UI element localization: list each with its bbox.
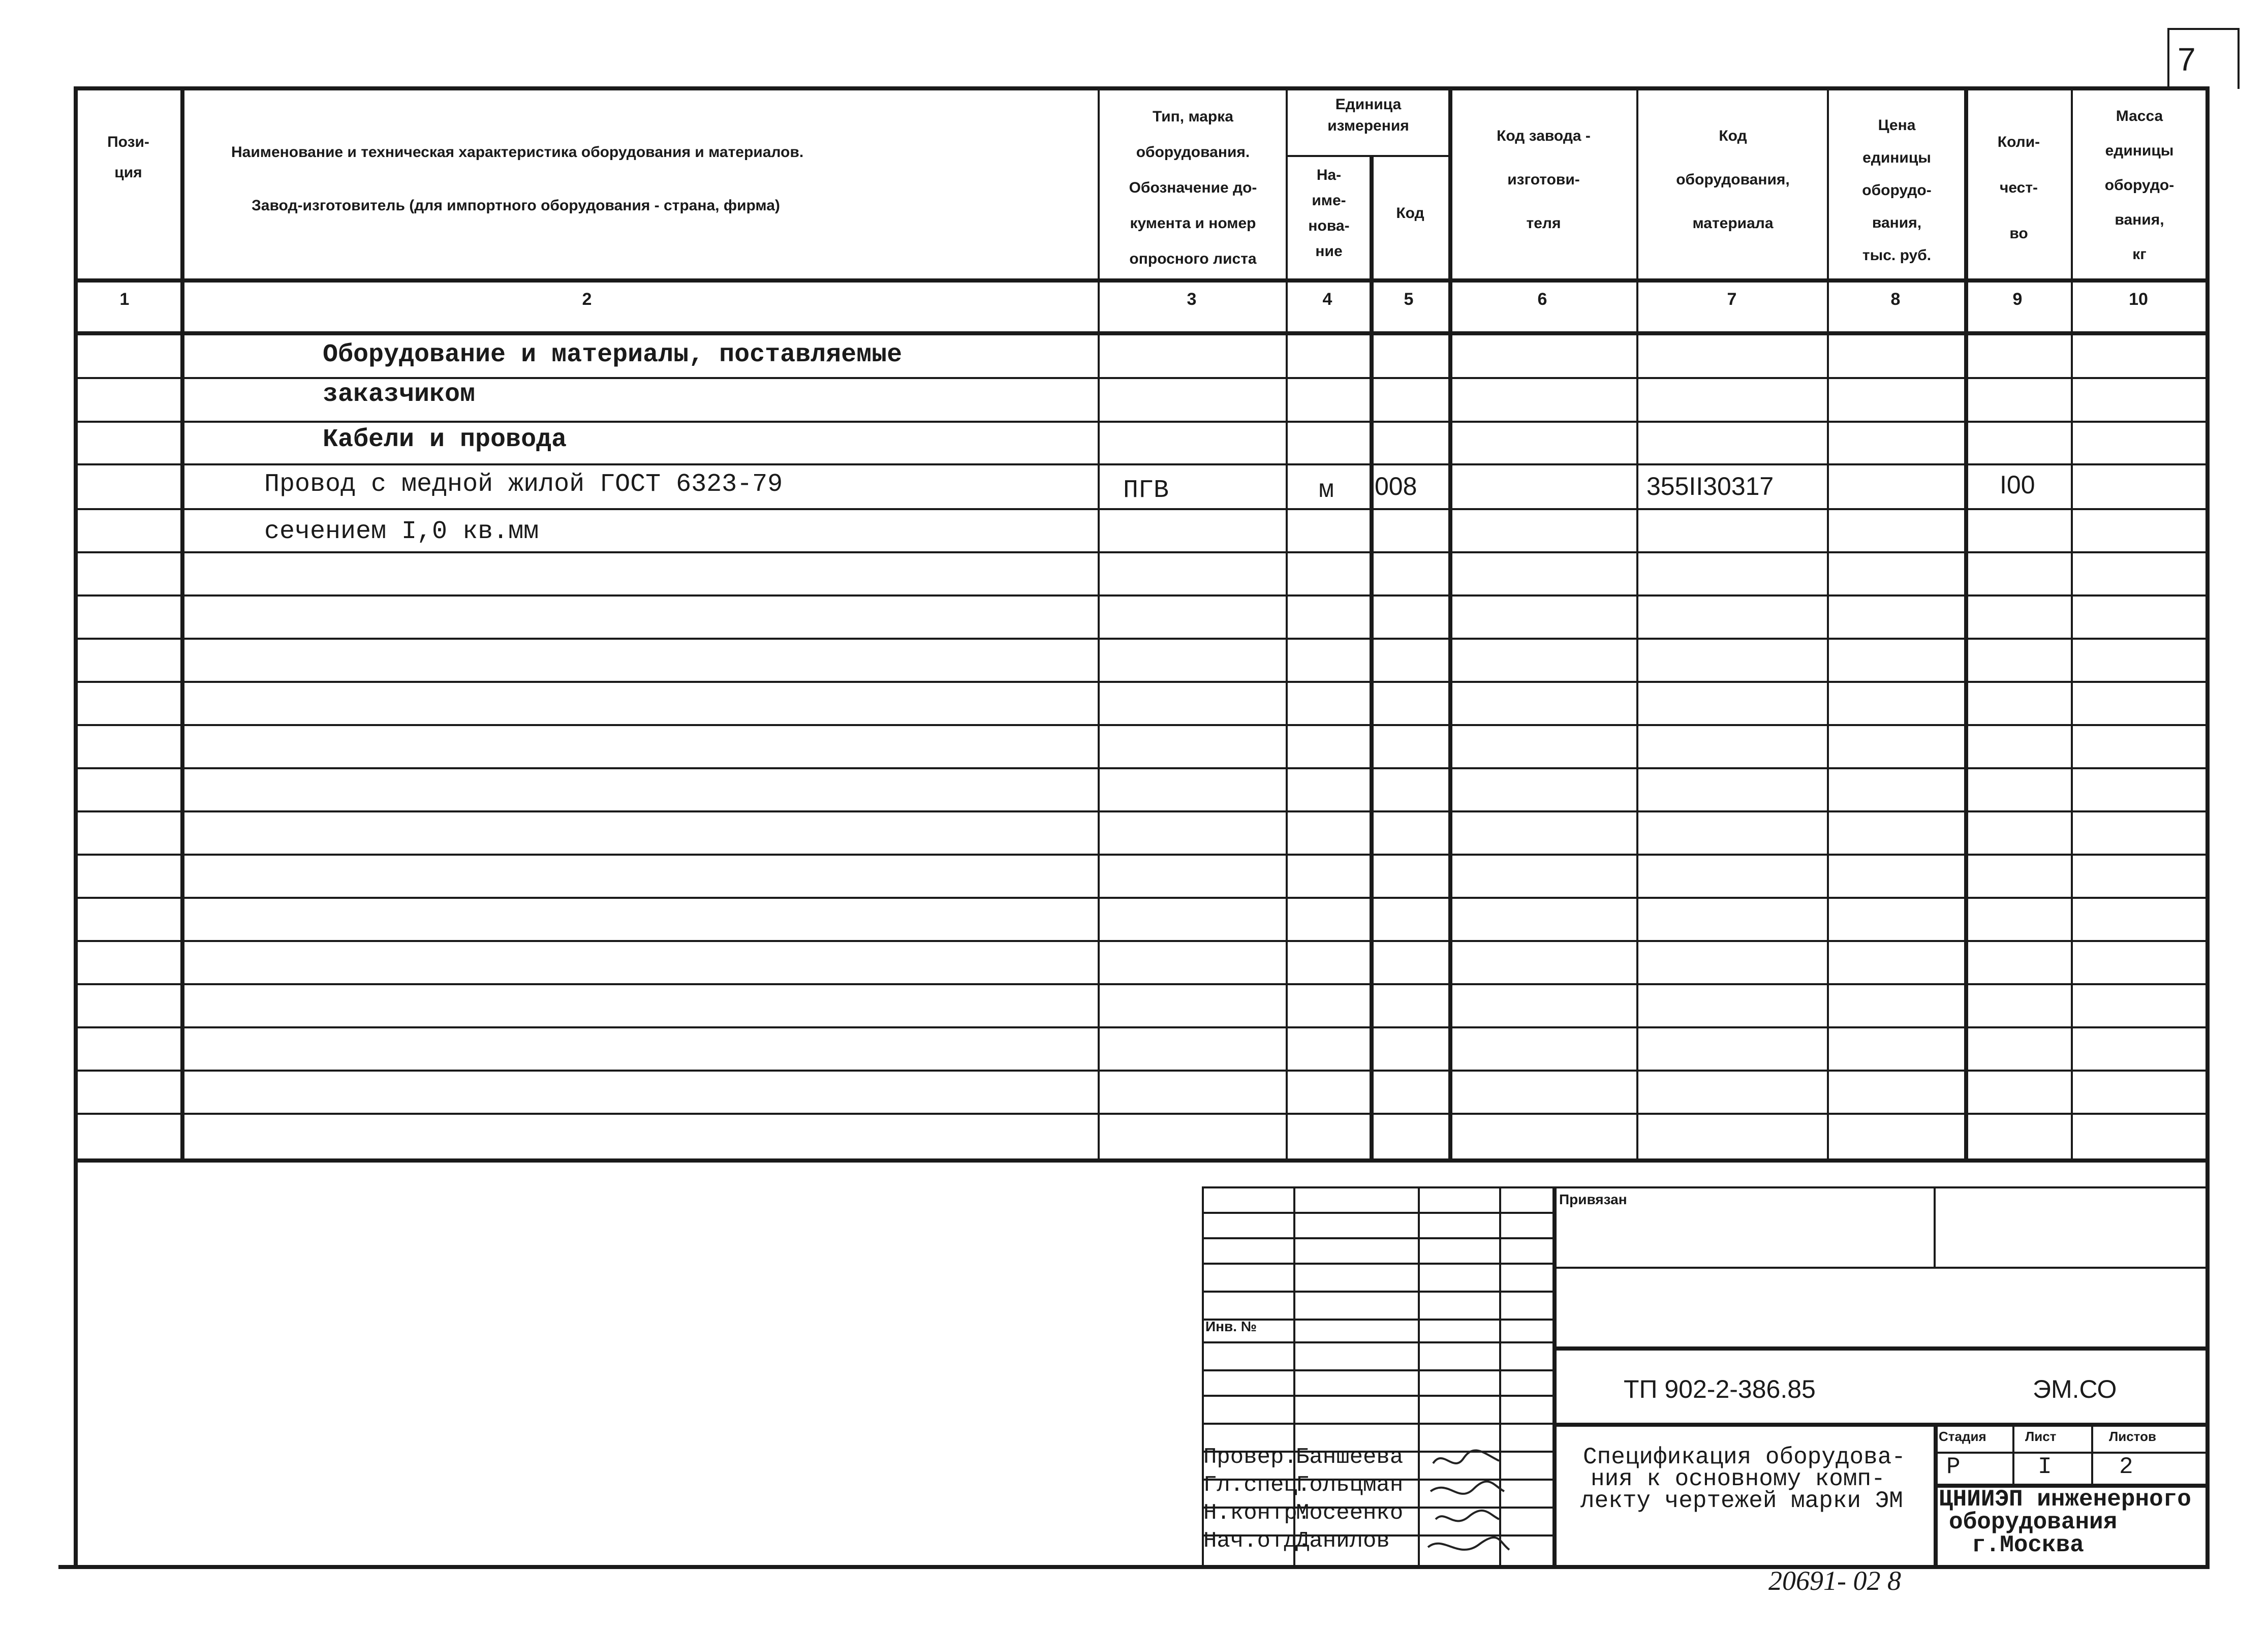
stamp-line-code-bottom bbox=[1552, 1423, 2205, 1427]
table-row-line bbox=[74, 508, 2208, 510]
header-type: Тип, марка оборудования. Обозначение до- кумента и номер опросного листа bbox=[1129, 108, 1257, 267]
doc-title-line2: ния к основному комп- bbox=[1591, 1466, 1885, 1492]
sheet-number-box-left bbox=[2167, 28, 2169, 89]
subsection-title: Кабели и провода bbox=[323, 425, 567, 454]
col-divider-2 bbox=[1098, 86, 1100, 1161]
col-divider-5 bbox=[1448, 86, 1452, 1161]
stamp-privyazan-divider bbox=[1934, 1186, 1936, 1268]
col-divider-6 bbox=[1636, 86, 1638, 1161]
signer1-role: Провер. bbox=[1203, 1445, 1297, 1470]
signer2-name: Гольцман bbox=[1296, 1472, 1404, 1498]
doc-title-line3: лекту чертежей марки ЭМ bbox=[1580, 1488, 1903, 1514]
stamp-stage-header-line bbox=[1934, 1452, 2205, 1454]
signer2-role: Гл.спец. bbox=[1203, 1472, 1311, 1498]
sheet-number: 7 bbox=[2178, 41, 2196, 78]
stamp-row-line bbox=[1202, 1291, 1552, 1293]
colnum-6: 6 bbox=[1537, 290, 1547, 309]
table-row-line bbox=[74, 377, 2208, 379]
sheets-label: Листов bbox=[2109, 1429, 2156, 1444]
header-unit-group: Единица измерения bbox=[1327, 96, 1409, 134]
signer3-role: Н.контр. bbox=[1203, 1500, 1311, 1526]
header-price: Цена единицы оборудо- вания, тыс. руб. bbox=[1862, 117, 1932, 264]
stamp-row-line bbox=[1202, 1369, 1552, 1371]
footer-number: 20691- 02 8 bbox=[1768, 1565, 1901, 1596]
header-unit-code: Код bbox=[1396, 205, 1424, 222]
header-bottom-line bbox=[74, 278, 2208, 283]
header-name-line2: Завод-изготовитель (для импортного оборудования - страна, фирма) bbox=[252, 197, 780, 214]
table-row-line bbox=[74, 551, 2208, 553]
stamp-col-d bbox=[1552, 1186, 1557, 1565]
stamp-stage-div2 bbox=[2091, 1423, 2093, 1484]
table-row-line bbox=[74, 681, 2208, 683]
header-mass: Масса единицы оборудо- вания, кг bbox=[2104, 108, 2174, 263]
frame-right bbox=[2205, 86, 2210, 1568]
header-unit-name: На- име- нова- ние bbox=[1308, 167, 1350, 260]
signer4-role: Нач.отд. bbox=[1203, 1528, 1311, 1554]
colnum-4: 4 bbox=[1322, 290, 1332, 309]
stamp-row-line bbox=[1202, 1395, 1552, 1397]
header-plant-code: Код завода - изготови- теля bbox=[1497, 128, 1591, 232]
table-row-line bbox=[74, 638, 2208, 640]
table-row-line bbox=[74, 1026, 2208, 1028]
stamp-title-divider bbox=[1934, 1423, 1938, 1565]
col-divider-4 bbox=[1370, 155, 1374, 1161]
col-divider-3 bbox=[1286, 86, 1288, 1161]
section-title-line2: заказчиком bbox=[323, 380, 476, 409]
table-row-line bbox=[74, 940, 2208, 942]
sheet-label: Лист bbox=[2025, 1429, 2057, 1444]
table-row-line bbox=[74, 854, 2208, 856]
table-row-line bbox=[74, 767, 2208, 769]
table-row-line bbox=[74, 897, 2208, 899]
colnum-9: 9 bbox=[2012, 290, 2023, 309]
stamp-row-line bbox=[1202, 1341, 1552, 1343]
colnum-10: 10 bbox=[2129, 290, 2148, 309]
colnum-bottom-line bbox=[74, 331, 2208, 335]
col-divider-7 bbox=[1827, 86, 1829, 1161]
item-unit: м bbox=[1319, 476, 1334, 505]
item-name-line1: Провод с медной жилой ГОСТ 6323-79 bbox=[264, 470, 783, 499]
col-divider-9 bbox=[2071, 86, 2073, 1161]
table-row-line bbox=[74, 724, 2208, 726]
header-name-line1: Наименование и техническая характеристика оборудования и материалов. bbox=[231, 144, 804, 161]
privyazan-label: Привязан bbox=[1559, 1192, 1627, 1207]
org-line3: г.Москва bbox=[1972, 1532, 2084, 1558]
stamp-line-privyazan bbox=[1552, 1267, 2205, 1269]
colnum-8: 8 bbox=[1890, 290, 1901, 309]
stamp-row-line bbox=[1202, 1423, 1552, 1425]
table-row-line bbox=[74, 1113, 2208, 1115]
inv-no-label: Инв. № bbox=[1205, 1319, 1257, 1334]
table-row-line bbox=[74, 421, 2208, 423]
item-type: ПГВ bbox=[1123, 476, 1169, 505]
item-unit-code: 008 bbox=[1375, 472, 1417, 500]
sheet-number-box-top bbox=[2167, 28, 2239, 30]
table-bottom-line bbox=[74, 1158, 2208, 1163]
frame-top bbox=[74, 86, 2208, 90]
header-equipment-code: Код оборудования, материала bbox=[1676, 128, 1790, 232]
org-line2: оборудования bbox=[1949, 1509, 2118, 1535]
colnum-7: 7 bbox=[1727, 290, 1737, 309]
sheets-value: 2 bbox=[2119, 1454, 2133, 1480]
signer4-name: Данилов bbox=[1296, 1528, 1390, 1554]
stamp-top bbox=[1202, 1186, 2205, 1188]
stage-label: Стадия bbox=[1939, 1429, 1986, 1444]
colnum-1: 1 bbox=[119, 290, 130, 309]
section-title-line1: Оборудование и материалы, поставляемые bbox=[323, 340, 903, 369]
stamp-row-line bbox=[1202, 1237, 1552, 1239]
colnum-5: 5 bbox=[1404, 290, 1414, 309]
stage-value: Р bbox=[1946, 1454, 1961, 1480]
signer3-name: Мосеенко bbox=[1296, 1500, 1404, 1526]
header-quantity: Коли- чест- во bbox=[1997, 134, 2040, 242]
colnum-3: 3 bbox=[1187, 290, 1197, 309]
item-code: 355II30317 bbox=[1646, 472, 1774, 500]
stamp-stage-div1 bbox=[2012, 1423, 2014, 1484]
frame-left bbox=[74, 86, 78, 1568]
signer1-name: Баншеева bbox=[1296, 1445, 1404, 1470]
table-row-line bbox=[74, 983, 2208, 985]
document-code: ТП 902-2-386.85 bbox=[1624, 1375, 1816, 1403]
item-quantity: I00 bbox=[2000, 471, 2035, 499]
unit-group-line bbox=[1286, 155, 1448, 157]
table-row-line bbox=[74, 463, 2208, 465]
stamp-row-line bbox=[1202, 1263, 1552, 1265]
document-mark: ЭМ.СО bbox=[2033, 1375, 2117, 1403]
header-position: Пози- ция bbox=[107, 134, 149, 181]
sheet-value: I bbox=[2038, 1454, 2052, 1480]
item-name-line2: сечением I,0 кв.мм bbox=[264, 517, 539, 546]
org-line1: ЦНИИЭП инженерного bbox=[1939, 1486, 2191, 1513]
table-row-line bbox=[74, 810, 2208, 812]
sheet-number-box-right bbox=[2238, 28, 2240, 89]
col-divider-1 bbox=[180, 86, 184, 1161]
table-row-line bbox=[74, 594, 2208, 597]
doc-title-line1: Спецификация оборудова- bbox=[1583, 1444, 1906, 1470]
colnum-2: 2 bbox=[582, 290, 592, 309]
stamp-row-line bbox=[1202, 1212, 1552, 1214]
handwritten-signatures bbox=[1423, 1443, 1514, 1565]
table-row-line bbox=[74, 1070, 2208, 1072]
stamp-line-code-top bbox=[1552, 1346, 2205, 1351]
